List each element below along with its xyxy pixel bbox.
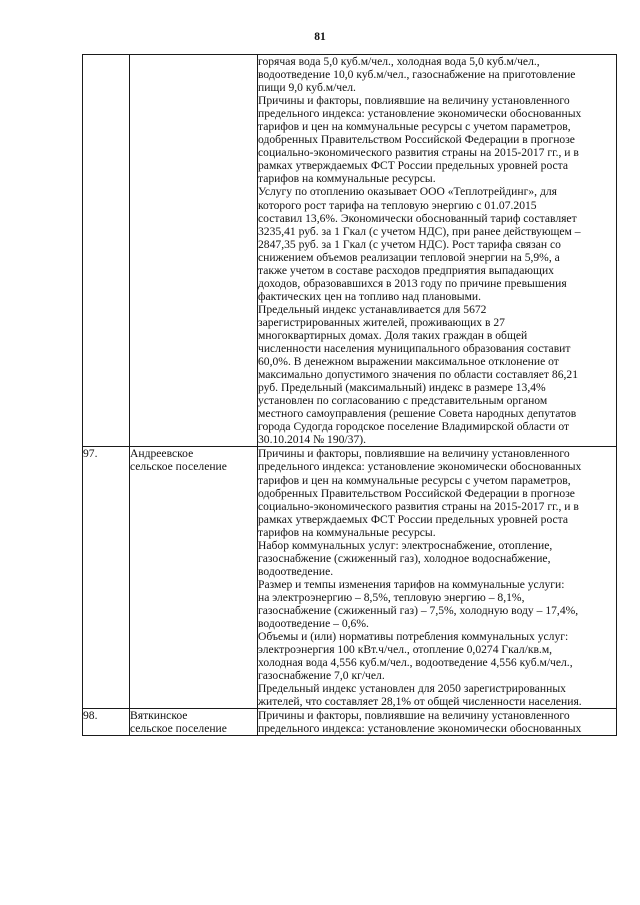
table-row [83,709,617,736]
text-line: города Судогда городское поселение Владимирской области от [258,420,570,434]
municipality-name-line: Андреевское [130,447,194,461]
text-line: газоснабжение (сжиженный газ) – 7,5%, холодную воду – 17,4%, [258,603,579,617]
text-line: водоотведение – 0,6%. [258,617,369,631]
text-line: составил 13,6%. Экономически обоснованный тариф составляет [258,211,577,225]
text-line: Набор коммунальных услуг: электроснабжение, отопление, [258,538,553,552]
text-line: 60,0%. В денежном выражении максимальное отклонение от [258,355,559,369]
text-line: 3235,41 руб. за 1 Гкал (с учетом НДС), при ранее действующем – [258,224,581,238]
text-line: тарифов на коммунальные ресурсы. [258,172,436,186]
text-line: предельного индекса: установление экономически обоснованных [258,107,582,121]
text-line: предельного индекса: установление экономически обоснованных [258,460,582,474]
description-cell [258,55,617,447]
text-line: тарифов и цен на коммунальные ресурсы с учетом параметров, [258,120,571,134]
text-line: которого рост тарифа на тепловую энергию с 01.07.2015 [258,198,537,212]
text-line: доходов, образовавшихся в 2013 году по причине превышения [258,276,567,290]
text-line: на электроэнергию – 8,5%, тепловую энергию – 8,1%, [258,590,525,604]
row-number-cell [83,709,130,736]
text-line: численности населения муниципального образования составит [258,342,571,356]
text-line: водоотведение. [258,564,334,578]
text-line: зарегистрированных жителей, проживающих в 27 [258,315,505,329]
text-line: Причины и факторы, повлиявшие на величину установленного [258,94,570,108]
row-number: 97. [83,447,98,461]
text-line: газоснабжение 7,0 кг/чел. [258,669,385,683]
text-line: холодная вода 4,556 куб.м/чел., водоотведение 4,556 куб.м/чел., [258,656,573,670]
text-line: электроэнергия 100 кВт.ч/чел., отопление 0,0274 Гкал/кв.м, [258,643,553,657]
table-row [83,55,617,447]
text-line: также учетом в составе расходов предприятия выпадающих [258,263,554,277]
text-line: Объемы и (или) нормативы потребления коммунальных услуг: [258,630,569,644]
text-line: рамках утверждаемых ФСТ России предельных уровней роста [258,159,569,173]
text-line: местного самоуправления (решение Совета народных депутатов [258,407,577,421]
text-line: фактических цен на топливо над плановыми. [258,289,482,303]
text-line: тарифов и цен на коммунальные ресурсы с учетом параметров, [258,473,571,487]
text-line: газоснабжение (сжиженный газ), холодное водоснабжение, [258,551,551,565]
text-line: Услугу по отоплению оказывает ООО «Теплотрейдинг», для [258,185,557,199]
text-line: предельного индекса: установление экономически обоснованных [258,722,582,736]
text-line: Предельный индекс установлен для 2050 зарегистрированных [258,682,566,696]
row-number-cell [83,55,130,447]
text-line: жителей, что составляет 28,1% от общей численности населения. [258,695,582,709]
row-number: 98. [83,709,98,723]
text-line: Причины и факторы, повлиявшие на величину установленного [258,709,570,723]
municipality-name-cell [130,447,258,709]
text-line: многоквартирных домах. Доля таких граждан в общей [258,328,528,342]
text-line: максимально допустимого значения по области составляет 86,21 [258,368,578,382]
text-line: Причины и факторы, повлиявшие на величину установленного [258,447,570,461]
text-line: горячая вода 5,0 куб.м/чел., холодная вода 5,0 куб.м/чел., [258,55,540,68]
municipality-index-table [82,54,617,736]
text-line: 30.10.2014 № 190/37). [258,433,366,447]
municipality-name-cell [130,709,258,736]
text-line: снижением объемов реализации тепловой энергии на 5,9%, а [258,250,560,264]
text-line: тарифов на коммунальные ресурсы. [258,525,436,539]
text-line: социально-экономического развития страны на 2015-2017 гг., и в [258,146,579,160]
municipality-name-line: сельское поселение [130,460,227,474]
text-line: водоотведение 10,0 куб.м/чел., газоснабжение на приготовление [258,68,576,82]
text-line: установлен по согласованию с представительным органом [258,394,548,408]
municipality-name-line: сельское поселение [130,722,227,736]
table-row [83,447,617,709]
text-line: одобренных Правительством Российской Федерации в прогнозе [258,133,575,147]
text-line: пищи 9,0 куб.м/чел. [258,81,356,95]
text-line: Размер и темпы изменения тарифов на коммунальные услуги: [258,577,565,591]
municipality-name-line: Вяткинское [130,709,188,723]
page-number: 81 [314,31,326,43]
description-cell [258,709,617,736]
text-line: Предельный индекс устанавливается для 5672 [258,302,487,316]
row-number-cell [83,447,130,709]
municipality-name-cell [130,55,258,447]
text-line: социально-экономического развития страны на 2015-2017 гг., и в [258,499,579,513]
description-cell [258,447,617,709]
text-line: руб. Предельный (максимальный) индекс в размере 13,4% [258,381,546,395]
text-line: рамках утверждаемых ФСТ России предельных уровней роста [258,512,569,526]
text-line: одобренных Правительством Российской Федерации в прогнозе [258,486,575,500]
text-line: 2847,35 руб. за 1 Гкал (с учетом НДС). Рост тарифа связан со [258,237,561,251]
